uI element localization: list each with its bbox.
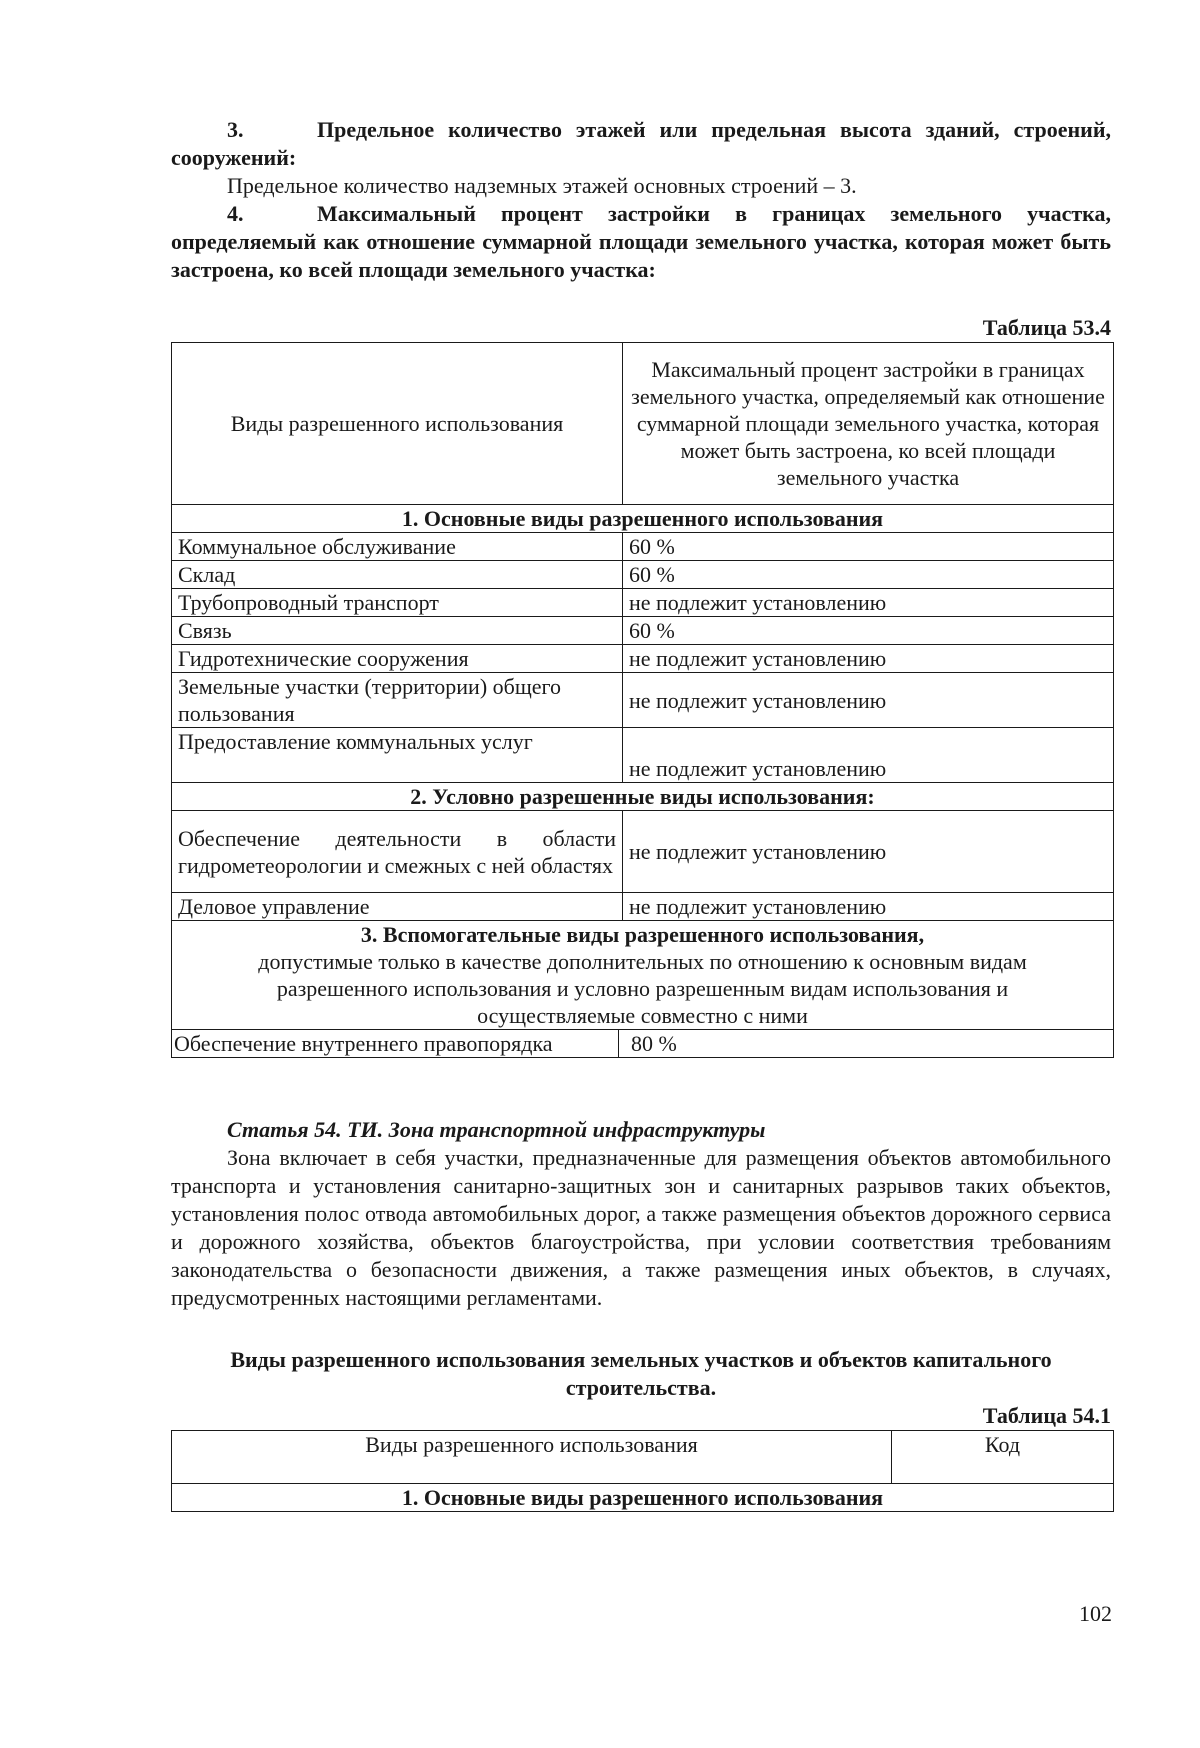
- table-54-1-heading: Виды разрешенного использования земельных участков и объектов капитального строительства.: [230, 1347, 1052, 1400]
- row-name: Земельные участки (территории) общего пользования: [172, 673, 623, 728]
- table-row: [172, 617, 1114, 645]
- row-value: не подлежит установлению: [623, 893, 1114, 921]
- row-name: Предоставление коммунальных услуг: [172, 728, 623, 783]
- table-54-1-caption: Таблица 54.1: [982, 1403, 1111, 1428]
- group-3-title: 3. Вспомогательные виды разрешенного использования,: [360, 922, 925, 947]
- section-3-heading: Предельное количество этажей или предельная высота зданий, строений, сооружений:: [171, 117, 1111, 170]
- table-53-4-col1-header: Виды разрешенного использования: [172, 343, 623, 505]
- table-53-4-group-3: [172, 921, 1114, 1030]
- table-row: [172, 728, 1114, 783]
- row-value: 80 %: [631, 1031, 677, 1056]
- row-name: Трубопроводный транспорт: [172, 589, 623, 617]
- table-53-4: [171, 342, 1114, 1058]
- table-row: [172, 893, 1114, 921]
- row-name: Обеспечение деятельности в области гидрометеорологии и смежных с ней областях: [172, 811, 623, 893]
- table-54-1-col1-header: Виды разрешенного использования: [172, 1431, 892, 1484]
- section-4: [171, 200, 1111, 284]
- row-value: не подлежит установлению: [623, 645, 1114, 673]
- table-53-4-group-1: 1. Основные виды разрешенного использования: [172, 505, 1114, 533]
- section-3: [171, 116, 1111, 172]
- article-54-text: Зона включает в себя участки, предназначенные для размещения объектов автомобильного транспорта и установления санитарно-защитных зон и санитарных разрывов таких объектов, установления полос отвода автомобильных дорог, а также размещения объектов дорожного сервиса и дорожного хозяйства, объектов благоустройства, при условии соответствия требованиям законодательства о безопасности движения, а также размещения иных объектов, в случаях, предусмотренных настоящими регламентами.: [171, 1145, 1111, 1310]
- row-name: Обеспечение внутреннего правопорядка: [172, 1030, 619, 1057]
- row-value: не подлежит установлению: [623, 728, 1114, 783]
- table-54-1: [171, 1430, 1114, 1512]
- section-4-heading: Максимальный процент застройки в границах земельного участка, определяемый как отношение суммарной площади земельного участка, которая может быть застроена, ко всей площади земельного участка:: [171, 201, 1111, 282]
- row-name: Склад: [172, 561, 623, 589]
- row-value: 60 %: [623, 617, 1114, 645]
- table-54-1-col2-header: Код: [892, 1431, 1114, 1484]
- group-3-text: допустимые только в качестве дополнительных по отношению к основным видам разрешенного использования и условно разрешенным видам использования и осуществляемые совместно с ними: [258, 949, 1027, 1028]
- row-value: 60 %: [623, 533, 1114, 561]
- table-row: [172, 561, 1114, 589]
- row-name: Связь: [172, 617, 623, 645]
- section-3-text: Предельное количество надземных этажей основных строений – 3.: [227, 173, 857, 198]
- article-54: [171, 1116, 1111, 1312]
- table-54-1-group-1: 1. Основные виды разрешенного использования: [172, 1484, 1114, 1512]
- row-value: не подлежит установлению: [623, 811, 1114, 893]
- table-53-4-caption: Таблица 53.4: [982, 315, 1111, 340]
- table-row: [172, 811, 1114, 893]
- row-value: 60 %: [623, 561, 1114, 589]
- row-name: Деловое управление: [172, 893, 623, 921]
- document-page: [171, 116, 1111, 1512]
- table-53-4-col2-header: Максимальный процент застройки в границах земельного участка, определяемый как отношение суммарной площади земельного участка, которая может быть застроена, ко всей площади земельного участка: [623, 343, 1114, 505]
- row-value: не подлежит установлению: [623, 673, 1114, 728]
- row-value: не подлежит установлению: [623, 589, 1114, 617]
- table-row: [172, 533, 1114, 561]
- row-name: Коммунальное обслуживание: [172, 533, 623, 561]
- row-name: Гидротехнические сооружения: [172, 645, 623, 673]
- table-53-4-group-2: 2. Условно разрешенные виды использования:: [172, 783, 1114, 811]
- section-3-number: 3.: [227, 117, 244, 142]
- article-54-title: Статья 54. ТИ. Зона транспортной инфраструктуры: [227, 1117, 766, 1142]
- table-row: [172, 1030, 1114, 1058]
- section-4-number: 4.: [227, 201, 244, 226]
- table-row: [172, 645, 1114, 673]
- table-row: [172, 589, 1114, 617]
- page-number: 102: [1079, 1601, 1112, 1626]
- table-row: [172, 673, 1114, 728]
